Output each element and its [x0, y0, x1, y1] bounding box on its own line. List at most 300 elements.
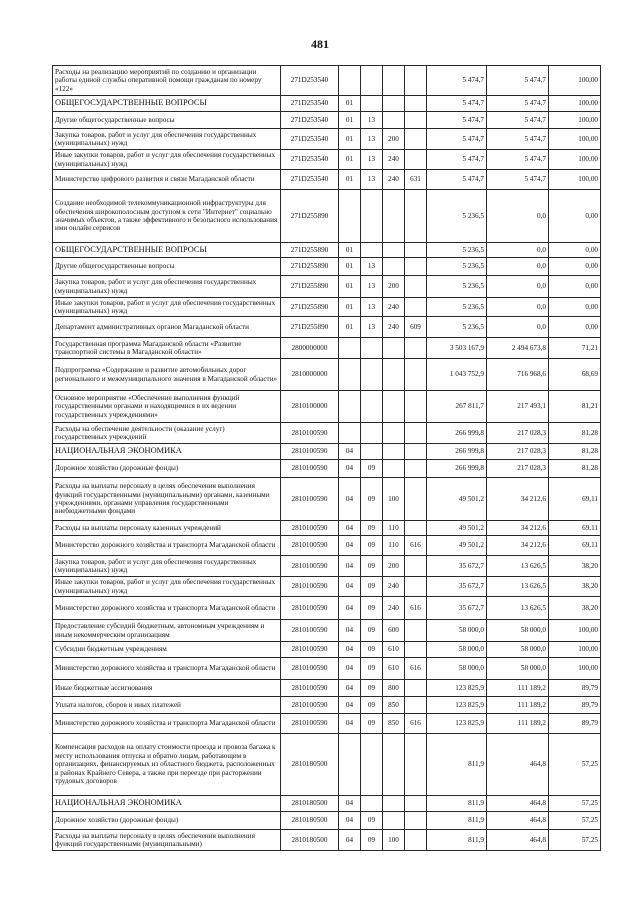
execution-percent-cell: 0,00 [549, 276, 601, 298]
table-row [53, 620, 601, 642]
expense-name-cell: Дорожное хозяйство (дорожные фонды) [53, 812, 281, 830]
execution-percent-cell: 100,00 [549, 170, 601, 190]
section-cell: 01 [339, 129, 361, 150]
section-cell [339, 423, 361, 444]
execution-percent-cell: 89,79 [549, 680, 601, 697]
expense-type-cell: 110 [383, 521, 405, 536]
ministry-code-cell: 616 [405, 597, 427, 620]
execution-percent-cell: 57,25 [549, 796, 601, 812]
ministry-code-cell [405, 556, 427, 577]
target-article-code-cell: 2810100590 [281, 521, 339, 536]
ministry-code-cell [405, 96, 427, 112]
target-article-code-cell: 2810100590 [281, 597, 339, 620]
section-cell: 01 [339, 298, 361, 317]
ministry-code-cell [405, 391, 427, 423]
execution-percent-cell: 69,11 [549, 521, 601, 536]
planned-amount-cell: 35 672,7 [427, 577, 487, 597]
table-row [53, 597, 601, 620]
expense-name-cell: Основное мероприятие «Обеспечение выполнения функций государственными органами и находящимися в их ведении государственных учреждениями» [53, 391, 281, 423]
subsection-cell [361, 734, 383, 796]
planned-amount-cell: 5 474,7 [427, 112, 487, 129]
subsection-cell: 13 [361, 150, 383, 170]
expense-name-cell: Расходы на выплаты персоналу в целях обеспечения выполнения функций государственными (муниципальными) органами, казенными учреждениями, органами управления государственными внебюджетными фондами [53, 478, 281, 521]
table-row [53, 521, 601, 536]
section-cell [339, 359, 361, 391]
table-row [53, 150, 601, 170]
subsection-cell: 09 [361, 478, 383, 521]
subsection-cell: 13 [361, 276, 383, 298]
executed-amount-cell: 58 000,0 [487, 658, 549, 680]
subsection-cell: 09 [361, 642, 383, 658]
table-row [53, 536, 601, 556]
expense-name-cell: Департамент административных органов Магаданской области [53, 317, 281, 338]
execution-percent-cell: 100,00 [549, 620, 601, 642]
ministry-code-cell [405, 444, 427, 460]
table-row [53, 338, 601, 359]
ministry-code-cell [405, 521, 427, 536]
table-row [53, 96, 601, 112]
budget-execution-table [52, 65, 601, 851]
target-article-code-cell: 271D253540 [281, 66, 339, 96]
expense-type-cell: 200 [383, 276, 405, 298]
ministry-code-cell [405, 190, 427, 243]
ministry-code-cell [405, 129, 427, 150]
executed-amount-cell: 464,8 [487, 830, 549, 851]
planned-amount-cell: 5 474,7 [427, 170, 487, 190]
planned-amount-cell: 123 825,9 [427, 714, 487, 734]
ministry-code-cell [405, 642, 427, 658]
subsection-cell [361, 243, 383, 258]
expense-type-cell [383, 338, 405, 359]
execution-percent-cell: 69,11 [549, 536, 601, 556]
planned-amount-cell: 58 000,0 [427, 642, 487, 658]
planned-amount-cell: 49 501,2 [427, 478, 487, 521]
execution-percent-cell: 68,69 [549, 359, 601, 391]
table-body [53, 66, 601, 851]
subsection-cell [361, 796, 383, 812]
planned-amount-cell: 5 236,5 [427, 190, 487, 243]
execution-percent-cell: 57,25 [549, 734, 601, 796]
table-row [53, 112, 601, 129]
expense-type-cell: 850 [383, 697, 405, 714]
expense-type-cell: 240 [383, 150, 405, 170]
subsection-cell [361, 444, 383, 460]
table-row [53, 276, 601, 298]
expense-type-cell: 200 [383, 129, 405, 150]
subsection-cell: 09 [361, 680, 383, 697]
expense-name-cell: Иные закупки товаров, работ и услуг для обеспечения государственных (муниципальных) нужд [53, 577, 281, 597]
ministry-code-cell [405, 150, 427, 170]
execution-percent-cell: 57,25 [549, 812, 601, 830]
table-row [53, 258, 601, 276]
expense-name-cell: НАЦИОНАЛЬНАЯ ЭКОНОМИКА [53, 796, 281, 812]
ministry-code-cell [405, 243, 427, 258]
execution-percent-cell: 38,20 [549, 597, 601, 620]
planned-amount-cell: 123 825,9 [427, 697, 487, 714]
table-row [53, 796, 601, 812]
section-cell: 04 [339, 680, 361, 697]
ministry-code-cell: 616 [405, 658, 427, 680]
subsection-cell [361, 338, 383, 359]
target-article-code-cell: 271D253540 [281, 170, 339, 190]
executed-amount-cell: 217 028,3 [487, 460, 549, 478]
ministry-code-cell [405, 460, 427, 478]
executed-amount-cell: 0,0 [487, 243, 549, 258]
subsection-cell [361, 190, 383, 243]
execution-percent-cell: 100,00 [549, 658, 601, 680]
planned-amount-cell: 5 236,5 [427, 276, 487, 298]
section-cell: 01 [339, 150, 361, 170]
executed-amount-cell: 217 493,1 [487, 391, 549, 423]
executed-amount-cell: 0,0 [487, 258, 549, 276]
planned-amount-cell: 5 236,5 [427, 243, 487, 258]
expense-name-cell: Расходы на обеспечение деятельности (оказание услуг) государственных учреждений [53, 423, 281, 444]
table-row [53, 697, 601, 714]
expense-type-cell: 100 [383, 830, 405, 851]
execution-percent-cell: 0,00 [549, 258, 601, 276]
expense-type-cell [383, 423, 405, 444]
subsection-cell: 13 [361, 298, 383, 317]
subsection-cell [361, 66, 383, 96]
execution-percent-cell: 81,28 [549, 460, 601, 478]
section-cell: 01 [339, 276, 361, 298]
table-row [53, 714, 601, 734]
executed-amount-cell: 5 474,7 [487, 96, 549, 112]
executed-amount-cell: 58 000,0 [487, 620, 549, 642]
subsection-cell: 13 [361, 258, 383, 276]
expense-name-cell: Предоставление субсидий бюджетным, автономным учреждениям и иным некоммерческим организациям [53, 620, 281, 642]
expense-type-cell [383, 812, 405, 830]
target-article-code-cell: 2810000000 [281, 359, 339, 391]
executed-amount-cell: 217 028,3 [487, 423, 549, 444]
subsection-cell [361, 359, 383, 391]
table-row [53, 66, 601, 96]
planned-amount-cell: 811,9 [427, 796, 487, 812]
subsection-cell: 09 [361, 460, 383, 478]
target-article-code-cell: 2810180500 [281, 734, 339, 796]
executed-amount-cell: 5 474,7 [487, 170, 549, 190]
expense-type-cell [383, 112, 405, 129]
expense-type-cell: 110 [383, 536, 405, 556]
planned-amount-cell: 3 503 167,9 [427, 338, 487, 359]
expense-name-cell: Иные закупки товаров, работ и услуг для обеспечения государственных (муниципальных) нужд [53, 298, 281, 317]
expense-name-cell: ОБЩЕГОСУДАРСТВЕННЫЕ ВОПРОСЫ [53, 243, 281, 258]
table-row [53, 317, 601, 338]
target-article-code-cell: 271D255890 [281, 243, 339, 258]
planned-amount-cell: 5 236,5 [427, 258, 487, 276]
ministry-code-cell: 609 [405, 317, 427, 338]
expense-name-cell: ОБЩЕГОСУДАРСТВЕННЫЕ ВОПРОСЫ [53, 96, 281, 112]
target-article-code-cell: 2810100590 [281, 536, 339, 556]
planned-amount-cell: 811,9 [427, 812, 487, 830]
target-article-code-cell: 271D253540 [281, 112, 339, 129]
expense-name-cell: Другие общегосударственные вопросы [53, 112, 281, 129]
ministry-code-cell [405, 796, 427, 812]
target-article-code-cell: 2810100590 [281, 714, 339, 734]
planned-amount-cell: 5 474,7 [427, 129, 487, 150]
planned-amount-cell: 5 236,5 [427, 317, 487, 338]
target-article-code-cell: 271D255890 [281, 190, 339, 243]
planned-amount-cell: 123 825,9 [427, 680, 487, 697]
planned-amount-cell: 266 999,8 [427, 444, 487, 460]
subsection-cell [361, 391, 383, 423]
subsection-cell: 09 [361, 536, 383, 556]
execution-percent-cell: 0,00 [549, 243, 601, 258]
executed-amount-cell: 5 474,7 [487, 150, 549, 170]
target-article-code-cell: 2810180500 [281, 796, 339, 812]
subsection-cell: 09 [361, 658, 383, 680]
expense-type-cell: 600 [383, 620, 405, 642]
planned-amount-cell: 1 043 752,9 [427, 359, 487, 391]
target-article-code-cell: 2810100590 [281, 697, 339, 714]
executed-amount-cell: 2 494 673,8 [487, 338, 549, 359]
table-row [53, 170, 601, 190]
target-article-code-cell: 2810100590 [281, 658, 339, 680]
expense-type-cell [383, 243, 405, 258]
expense-name-cell: Закупка товаров, работ и услуг для обеспечения государственных (муниципальных) нужд [53, 276, 281, 298]
ministry-code-cell [405, 258, 427, 276]
section-cell: 04 [339, 620, 361, 642]
target-article-code-cell: 2810180500 [281, 812, 339, 830]
target-article-code-cell: 2810100590 [281, 478, 339, 521]
section-cell: 04 [339, 444, 361, 460]
target-article-code-cell: 2800000000 [281, 338, 339, 359]
subsection-cell [361, 423, 383, 444]
execution-percent-cell: 0,00 [549, 298, 601, 317]
expense-type-cell: 240 [383, 298, 405, 317]
expense-name-cell: Создание необходимой телекоммуникационной инфраструктуры для обеспечения широкополосным доступом к сети "Интернет" социально значимых объектов, а также эффективного и безопасного использования ими онлайн сервисов [53, 190, 281, 243]
section-cell: 04 [339, 597, 361, 620]
expense-type-cell: 200 [383, 556, 405, 577]
executed-amount-cell: 34 212,6 [487, 536, 549, 556]
expense-type-cell: 610 [383, 642, 405, 658]
executed-amount-cell: 0,0 [487, 298, 549, 317]
subsection-cell: 13 [361, 112, 383, 129]
table-row [53, 812, 601, 830]
ministry-code-cell [405, 577, 427, 597]
expense-name-cell: Расходы на выплаты персоналу казенных учреждений [53, 521, 281, 536]
ministry-code-cell [405, 423, 427, 444]
executed-amount-cell: 13 626,5 [487, 556, 549, 577]
executed-amount-cell: 217 028,3 [487, 444, 549, 460]
section-cell: 01 [339, 243, 361, 258]
expense-type-cell [383, 359, 405, 391]
expense-name-cell: Расходы на выплаты персоналу в целях обеспечения выполнения функций государственными (муниципальными) [53, 830, 281, 851]
subsection-cell: 09 [361, 812, 383, 830]
section-cell: 04 [339, 796, 361, 812]
expense-type-cell [383, 190, 405, 243]
expense-type-cell [383, 258, 405, 276]
section-cell: 04 [339, 714, 361, 734]
table-row [53, 577, 601, 597]
target-article-code-cell: 2810100590 [281, 620, 339, 642]
executed-amount-cell: 5 474,7 [487, 66, 549, 96]
execution-percent-cell: 57,25 [549, 830, 601, 851]
planned-amount-cell: 35 672,7 [427, 597, 487, 620]
section-cell: 04 [339, 460, 361, 478]
subsection-cell: 13 [361, 129, 383, 150]
ministry-code-cell [405, 830, 427, 851]
target-article-code-cell: 271D253540 [281, 96, 339, 112]
target-article-code-cell: 271D255890 [281, 258, 339, 276]
expense-name-cell: Иные закупки товаров, работ и услуг для обеспечения государственных (муниципальных) нужд [53, 150, 281, 170]
executed-amount-cell: 58 000,0 [487, 642, 549, 658]
table-row [53, 190, 601, 243]
planned-amount-cell: 35 672,7 [427, 556, 487, 577]
expense-type-cell: 800 [383, 680, 405, 697]
target-article-code-cell: 2810100590 [281, 423, 339, 444]
ministry-code-cell [405, 734, 427, 796]
section-cell [339, 338, 361, 359]
table-row [53, 658, 601, 680]
execution-percent-cell: 38,20 [549, 556, 601, 577]
executed-amount-cell: 0,0 [487, 317, 549, 338]
execution-percent-cell: 38,20 [549, 577, 601, 597]
executed-amount-cell: 34 212,6 [487, 521, 549, 536]
target-article-code-cell: 2810100590 [281, 556, 339, 577]
expense-type-cell [383, 444, 405, 460]
executed-amount-cell: 111 189,2 [487, 714, 549, 734]
section-cell: 04 [339, 830, 361, 851]
page-number: 481 [311, 37, 329, 51]
subsection-cell: 09 [361, 620, 383, 642]
expense-type-cell: 610 [383, 658, 405, 680]
execution-percent-cell: 89,79 [549, 697, 601, 714]
section-cell: 04 [339, 577, 361, 597]
executed-amount-cell: 0,0 [487, 276, 549, 298]
target-article-code-cell: 2810180500 [281, 830, 339, 851]
target-article-code-cell: 271D255890 [281, 298, 339, 317]
expense-type-cell [383, 460, 405, 478]
expense-name-cell: Закупка товаров, работ и услуг для обеспечения государственных (муниципальных) нужд [53, 556, 281, 577]
executed-amount-cell: 34 212,6 [487, 478, 549, 521]
table-row [53, 680, 601, 697]
subsection-cell: 09 [361, 714, 383, 734]
execution-percent-cell: 100,00 [549, 66, 601, 96]
planned-amount-cell: 5 474,7 [427, 96, 487, 112]
subsection-cell [361, 96, 383, 112]
ministry-code-cell [405, 276, 427, 298]
subsection-cell: 09 [361, 521, 383, 536]
table-row [53, 423, 601, 444]
planned-amount-cell: 58 000,0 [427, 620, 487, 642]
expense-name-cell: Дорожное хозяйство (дорожные фонды) [53, 460, 281, 478]
expense-name-cell: Министерство дорожного хозяйства и транспорта Магаданской области [53, 597, 281, 620]
table-row [53, 478, 601, 521]
ministry-code-cell [405, 680, 427, 697]
expense-name-cell: Компенсация расходов на оплату стоимости проезда и провоза багажа к месту использования отпуска и обратно лицам, работающим в организациях, финансируемых из областного бюджета, расположенных в районах Крайнего Севера, а также при переезде при расторжении трудовых договоров [53, 734, 281, 796]
executed-amount-cell: 5 474,7 [487, 112, 549, 129]
planned-amount-cell: 49 501,2 [427, 536, 487, 556]
expense-type-cell [383, 391, 405, 423]
table-row [53, 391, 601, 423]
target-article-code-cell: 271D253540 [281, 129, 339, 150]
execution-percent-cell: 81,28 [549, 423, 601, 444]
section-cell: 01 [339, 317, 361, 338]
target-article-code-cell: 2810100590 [281, 642, 339, 658]
section-cell: 04 [339, 658, 361, 680]
target-article-code-cell: 271D255890 [281, 317, 339, 338]
execution-percent-cell: 69,11 [549, 478, 601, 521]
expense-type-cell: 240 [383, 317, 405, 338]
expense-name-cell: Государственная программа Магаданской области «Развитие транспортной системы в Магаданской области» [53, 338, 281, 359]
expense-type-cell [383, 796, 405, 812]
table-row [53, 642, 601, 658]
target-article-code-cell: 2810100000 [281, 391, 339, 423]
expense-name-cell: Министерство дорожного хозяйства и транспорта Магаданской области [53, 658, 281, 680]
planned-amount-cell: 267 811,7 [427, 391, 487, 423]
execution-percent-cell: 89,79 [549, 714, 601, 734]
expense-type-cell [383, 96, 405, 112]
section-cell: 04 [339, 556, 361, 577]
execution-percent-cell: 81,28 [549, 444, 601, 460]
planned-amount-cell: 5 474,7 [427, 66, 487, 96]
expense-type-cell: 240 [383, 170, 405, 190]
planned-amount-cell: 811,9 [427, 830, 487, 851]
executed-amount-cell: 111 189,2 [487, 680, 549, 697]
ministry-code-cell [405, 112, 427, 129]
ministry-code-cell [405, 66, 427, 96]
subsection-cell: 09 [361, 697, 383, 714]
subsection-cell: 09 [361, 556, 383, 577]
section-cell: 04 [339, 478, 361, 521]
executed-amount-cell: 0,0 [487, 190, 549, 243]
expense-type-cell: 240 [383, 577, 405, 597]
table-row [53, 556, 601, 577]
section-cell: 01 [339, 258, 361, 276]
expense-name-cell: Уплата налогов, сборов и иных платежей [53, 697, 281, 714]
expense-name-cell: Министерство цифрового развития и связи Магаданской области [53, 170, 281, 190]
table-row [53, 129, 601, 150]
expense-type-cell [383, 734, 405, 796]
expense-type-cell [383, 66, 405, 96]
executed-amount-cell: 13 626,5 [487, 577, 549, 597]
executed-amount-cell: 464,8 [487, 734, 549, 796]
subsection-cell: 09 [361, 830, 383, 851]
section-cell: 04 [339, 642, 361, 658]
section-cell: 01 [339, 170, 361, 190]
planned-amount-cell: 266 999,8 [427, 423, 487, 444]
expense-type-cell: 240 [383, 597, 405, 620]
expense-name-cell: Министерство дорожного хозяйства и транспорта Магаданской области [53, 714, 281, 734]
target-article-code-cell: 271D255890 [281, 276, 339, 298]
execution-percent-cell: 100,00 [549, 112, 601, 129]
target-article-code-cell: 2810100590 [281, 460, 339, 478]
executed-amount-cell: 716 968,6 [487, 359, 549, 391]
target-article-code-cell: 2810100590 [281, 680, 339, 697]
expense-type-cell: 850 [383, 714, 405, 734]
planned-amount-cell: 49 501,2 [427, 521, 487, 536]
ministry-code-cell [405, 812, 427, 830]
executed-amount-cell: 5 474,7 [487, 129, 549, 150]
section-cell [339, 391, 361, 423]
section-cell [339, 66, 361, 96]
planned-amount-cell: 811,9 [427, 734, 487, 796]
section-cell: 04 [339, 697, 361, 714]
subsection-cell: 09 [361, 597, 383, 620]
target-article-code-cell: 271D253540 [281, 150, 339, 170]
planned-amount-cell: 266 999,8 [427, 460, 487, 478]
table-row [53, 298, 601, 317]
table-row [53, 734, 601, 796]
expense-name-cell: Субсидии бюджетным учреждениям [53, 642, 281, 658]
table-row [53, 830, 601, 851]
expense-name-cell: Иные бюджетные ассигнования [53, 680, 281, 697]
ministry-code-cell [405, 359, 427, 391]
ministry-code-cell: 616 [405, 714, 427, 734]
expense-name-cell: Подпрограмма «Содержание и развитие автомобильных дорог регионального и межмуниципального значения в Магаданской области» [53, 359, 281, 391]
executed-amount-cell: 13 626,5 [487, 597, 549, 620]
